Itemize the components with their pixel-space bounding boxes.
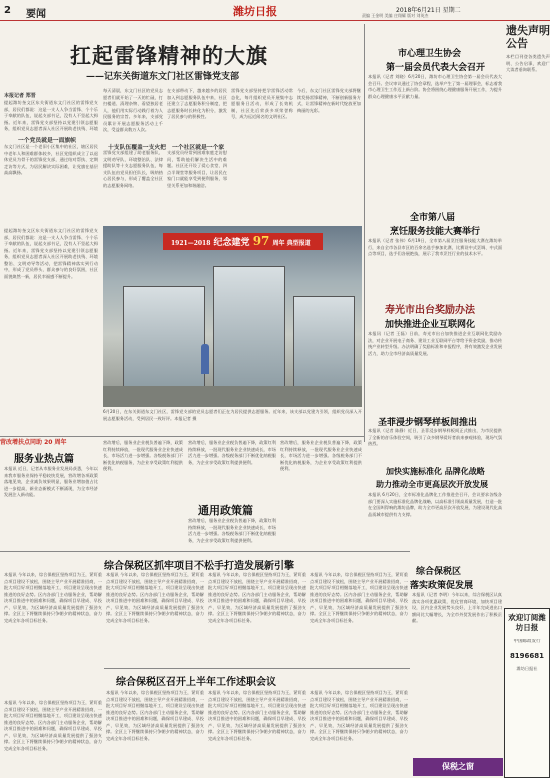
mid-col2-text: 营改增后，服务业企业税负普遍下降，政策红利持续释放，一批现代服务业企业快速成长，市场活力进一步增强。各级税务部门不断优化纳税服务，为企业享受政策红利提供便利。 [103,440,183,471]
banner-year: 1921—2018 [171,240,211,247]
story5-subtitle: 助力推动全市更高层次开放发展 [376,479,488,489]
bonded-zone-label: 保税之窗 [413,758,503,776]
lead-col3-text2: 支部党员经常到困难家庭走访慰问，帮助他们解决生活中的难题。社区还开设了爱心食堂、四点半课堂等服务项目，让居民在家门口就能享受到便利服务，邻里关系更加和谐融洽。 [167,150,227,188]
story1-subtitle: 第一届会员代表大会召开 [386,63,486,73]
story6-subtitle: 落实政策促发展 [410,581,474,591]
banner-text: 纪念建党 [213,238,250,248]
mid-col4-text: 营改增后，服务业企业税负普遍下降，政策红利持续释放，一批现代服务业企业快速成长，市场活力进一步增强。各级税务部门不断优化纳税服务，为企业享受政策红利提供便利。 [280,440,362,471]
lead-photo [103,226,362,407]
bottom-rule [0,551,410,552]
bottom-col4b-text: 本报讯 今年以来，综合保税区坚持项目为王，紧盯重点项目建设不放松，围绕主导产业开展精准招商，一批大项目好项目相继落地开工，项目建设呈现出快速推进的良好态势。区内各部门主动服务企业，帮助解决项目推进中的困难和问题，确保项目早建成、早投产、早见效，为区域经济高质量发展提供了强劲支撑。全区上下将继续保持只争朝夕的精神状态，奋力完成全年各项目标任务。 [310,690,408,741]
mid-col3-text2: 营改增后，服务业企业税负普遍下降，政策红利持续释放，一批现代服务业企业快速成长，市场活力进一步增强。各级税务部门不断优化纳税服务，为企业享受政策红利提供便利。 [188,518,276,543]
masthead-logo: 潍坊日报 [233,5,277,18]
lead-col1-subhead: 一个党员就是一面旗帜 [18,138,76,144]
ad-title: 欢迎订阅潍坊日报 [508,613,546,632]
mid-left-text: 本报讯 近日，记者从市服务业发展局获悉，今年以来我市服务业保持平稳较快发展，营改增各项政策落地见效，企业减负效果明显，服务业增加值占比进一步提高，新业态新模式不断涌现，为全市经济发展注入新动能。 [4,466,98,497]
story4-text: 本报讯（记者 陈静）近日，圣菲浸步钢琴样板间正式推出，为市民提供了全新的音乐体验空间，吸引了众多钢琴爱好者前来参观体验，现场气氛热烈。 [368,428,502,446]
lead-col3-text: 在支部带动下，越来越多的居民加入到志愿服务队伍中来，社区还建立了志愿服务积分制度，把志愿服务时长转化为积分，激发了居民参与的积极性。 [167,88,227,119]
bottom-col1b-text: 本报讯 今年以来，综合保税区坚持项目为王，紧盯重点项目建设不放松，围绕主导产业开展精准招商，一批大项目好项目相继落地开工，项目建设呈现出快速推进的良好态势。区内各部门主动服务企业，帮助解决项目推进中的困难和问题，确保项目早建成、早投产、早见效，为区域经济高质量发展提供了强劲支撑。全区上下将继续保持只争朝夕的精神状态，奋力完成全年各项目标任务。 [4,700,102,751]
notice-text: 本栏目刊登各类遗失声明、公告启事，欢迎广大读者垂询联系。 [506,54,550,72]
section-title: 要闻 [26,9,46,20]
banner-number: 97 [252,234,270,248]
mid-left-kicker: 营改增扶点同助 20 周年 [0,439,67,446]
lead-col1-text3: 提起潍坊奎文区东关街道东文门社区的雷锋党支部，居民们都说：这是一支人人争当雷锋、个个乐于奉献的队伍，说起支部书记，没有人不竖起大拇指。近年来，雷锋党支部坚持以党建引领志愿服务，组织党员志愿者深入社区开展助老扶残、环境整治、文明劝导等活动，把雷锋精神落实到行动中，形成了党员带头、群众参与的良好氛围，社区面貌焕然一新，居民幸福感不断提升。 [4,228,98,279]
lead-col1-text: 提起潍坊奎文区东关街道东文门社区的雷锋党支部，居民们都说：这是一支人人争当雷锋、个个乐于奉献的队伍，说起支部书记，没有人不竖起大拇指。近年来，雷锋党支部坚持以党建引领志愿服务，组织党员志愿者深入社区开展助老扶残、环境 [4,100,98,131]
story2-subtitle: 烹饪服务技能大赛举行 [390,227,481,237]
lead-col2-text: 每天清晨，东文门社区的党员志愿者们就开始了一天的忙碌，打扫楼道、清理杂物、看望独居老人，他们用实际行动践行着为人民服务的宗旨。多年来，支部党员累计开展志愿服务活动上千次，受益群众数万人次。 [103,88,163,132]
story3-subtitle: 加快推进企业互联网化 [385,320,476,330]
mid-col3-text: 营改增后，服务业企业税负普遍下降，政策红利持续释放，一批现代服务业企业快速成长，市场活力进一步增强。各级税务部门不断优化纳税服务，为企业享受政策红利提供便利。 [188,440,276,465]
ad-subtitle: 中国邮政发行 [513,639,541,644]
banner-tail: 周年 典型报道 [272,240,311,247]
bottom-col3-text: 本报讯 今年以来，综合保税区坚持项目为王，紧盯重点项目建设不放松，围绕主导产业开展精准招商，一批大项目好项目相继落地开工，项目建设呈现出快速推进的良好态势。区内各部门主动服务企业，帮助解决项目推进中的困难和问题，确保项目早建成、早投产、早见效，为区域经济高质量发展提供了强劲支撑。全区上下将继续保持只争朝夕的精神状态，奋力完成全年各项目标任务。 [208,572,306,623]
lead-headline: 扛起雷锋精神的大旗 [70,43,268,68]
bottom-col1-text: 本报讯 今年以来，综合保税区坚持项目为王，紧盯重点项目建设不放松，围绕主导产业开展精准招商，一批大项目好项目相继落地开工，项目建设呈现出快速推进的良好态势。区内各部门主动服务企业，帮助解决项目推进中的困难和问题，确保项目早建成、早投产、早见效，为区域经济高质量发展提供了强劲支撑。全区上下将继续保持只争朝夕的精神状态，奋力完成全年各项目标任务。 [4,572,102,623]
lead-col4-text: 雷锋党支部坚持把学雷锋活动常态化，每月组织党员开展集中志愿服务日活动，形成了长效机制，社区先后荣获多项荣誉称号，成为远近闻名的文明社区。 [231,88,293,119]
mid-left-title: 服务业热点篇 [14,454,74,465]
page-number: 2 [4,5,11,16]
bottom-headline-2: 综合保税区召开上半年工作述职会议 [116,677,276,688]
story3-title: 寿光市出台奖励办法 [385,305,475,316]
story1-text: 本报讯（记者 刘晓）6月20日，潍坊市心理卫生协会第一届会员代表大会召开。会议审议通过了协会章程，选举产生了第一届理事会，标志着我市心理卫生工作迈上新台阶。协会将围绕心理健康服务开展工作，为提升群众心理健康水平贡献力量。 [368,74,502,99]
ad-phone: 8196681 [509,651,545,660]
lead-col1-text2: 东文门社区是一个老旧小区集中的社区，辖区居民中老年人和困难群体较多，社区党组织成立了以退休党员为骨干的雷锋党支部，通过结对帮扶、定期走访等方式，为居民解决实际困难，让党旗在基层高高飘扬。 [4,144,98,175]
story2-text: 本报讯（记者 张伟）6月19日，全市第八届烹饪服务技能大赛在潍坊举行，来自全市各县市区的百余名选手参加比赛，比赛设中式烹调、中式面点等项目，选手们各展绝技，展示了我市烹饪行业的技术水平。 [368,238,502,256]
editor-credits: 责编 王金明 美编 庄翔耀 版对 刘英杰 [362,13,429,18]
mid-title: 通用政策篇 [198,504,253,517]
anniversary-banner [163,233,323,250]
column-divider [364,24,365,442]
bottom-col4-text: 本报讯 今年以来，综合保税区坚持项目为王，紧盯重点项目建设不放松，围绕主导产业开展精准招商，一批大项目好项目相继落地开工，项目建设呈现出快速推进的良好态势。区内各部门主动服务企业，帮助解决项目推进中的困难和问题，确保项目早建成、早投产、早见效，为区域经济高质量发展提供了强劲支撑。全区上下将继续保持只争朝夕的精神状态，奋力完成全年各项目标任务。 [310,572,408,623]
lead-byline: 本报记者 郑晋 [4,93,36,99]
lead-col3-subhead: 一个社区就是一个家 [172,145,225,151]
lead-subheadline: ——记东关街道东文门社区雷锋党支部 [86,72,240,82]
story1-title: 市心理卫生协会 [398,49,462,59]
photo-caption: 6月20日，在东关街道东文门社区，雷锋党支部的党员志愿者们正在为居民提供志愿服务。近年来，该支部以党建为引领，组织党员深入开展志愿服务活动，受到居民一致好评。本报记者 摄 [103,409,362,421]
story3-text: 本报讯（记者 王磊）日前，寿光市出台加快推进企业互联网化奖励办法，对企业开展电子商务、建设工业互联网平台等给予资金奖励，推动传统产业转型升级。办法明确了奖励标准和申报程序，将有效激发企业发展活力，助力全市经济高质量发展。 [368,331,502,356]
story5-title: 加快实施标准化 品牌化战略 [386,466,485,476]
story6-text: 本报讯（记者 李明）今年以来，综合保税区认真落实各项优惠政策，优化营商环境，加快项目建设，区内企业发展势头良好，上半年完成进出口额同比大幅增长，为全市外贸发展作出了积极贡献。 [412,592,502,623]
bottom-col2-text: 本报讯 今年以来，综合保税区坚持项目为王，紧盯重点项目建设不放松，围绕主导产业开展精准招商，一批大项目好项目相继落地开工，项目建设呈现出快速推进的良好态势。区内各部门主动服务企业，帮助解决项目推进中的困难和问题，确保项目早建成、早投产、早见效，为区域经济高质量发展提供了强劲支撑。全区上下将继续保持只争朝夕的精神状态，奋力完成全年各项目标任务。 [106,572,204,623]
lead-col2-subhead: 十支队伍覆盖一支火把 [108,145,166,151]
lead-col2-text2: 雷锋党支部组建了助老服务队、文明劝导队、环境整治队、法律援助队等十支志愿服务队伍，每支队伍由党员担任队长，吸纳热心居民参与，形成了覆盖全社区的志愿服务网络。 [103,150,163,188]
ad-footer: 潍坊日报社 [516,665,538,671]
bottom-col2b-text: 本报讯 今年以来，综合保税区坚持项目为王，紧盯重点项目建设不放松，围绕主导产业开展精准招商，一批大项目好项目相继落地开工，项目建设呈现出快速推进的良好态势。区内各部门主动服务企业，帮助解决项目推进中的困难和问题，确保项目早建成、早投产、早见效，为区域经济高质量发展提供了强劲支撑。全区上下将继续保持只争朝夕的精神状态，奋力完成全年各项目标任务。 [106,690,204,741]
story4-title: 圣菲浸步钢琴样板间推出 [378,418,478,428]
bottom-rule-2 [104,668,410,669]
bottom-col3b-text: 本报讯 今年以来，综合保税区坚持项目为王，紧盯重点项目建设不放松，围绕主导产业开展精准招商，一批大项目好项目相继落地开工，项目建设呈现出快速推进的良好态势。区内各部门主动服务企业，帮助解决项目推进中的困难和问题，确保项目早建成、早投产、早见效，为区域经济高质量发展提供了强劲支撑。全区上下将继续保持只争朝夕的精神状态，奋力完成全年各项目标任务。 [208,690,306,741]
subscription-ad [504,608,550,778]
bottom-headline-1: 综合保税区抓牢项目不松手打造发展新引擎 [104,561,294,572]
story6-title: 综合保税区 [416,567,462,577]
story2-title: 全市第八届 [410,213,456,223]
notice-title: 遗失声明公告 [506,24,550,50]
lead-col5-text: 今后，东文门社区雷锋党支部将继续发扬雷锋精神，不断创新服务方式，让雷锋精神在新时代绽放更加绚丽的光彩。 [297,88,361,113]
notice-sidebar [506,24,550,604]
issue-date: 2018年6月21日 星期二 [396,7,461,14]
story5-text: 本报讯 6月20日，全市标准化品牌化工作推进会召开，会议要求各级各部门要深入实施标准化品牌化战略，以高标准引领高质量发展，打造一批在全国叫得响的潍坊品牌，助力全市更高层次开放发展，为建设现代化高品质城市提供有力支撑。 [368,492,502,517]
